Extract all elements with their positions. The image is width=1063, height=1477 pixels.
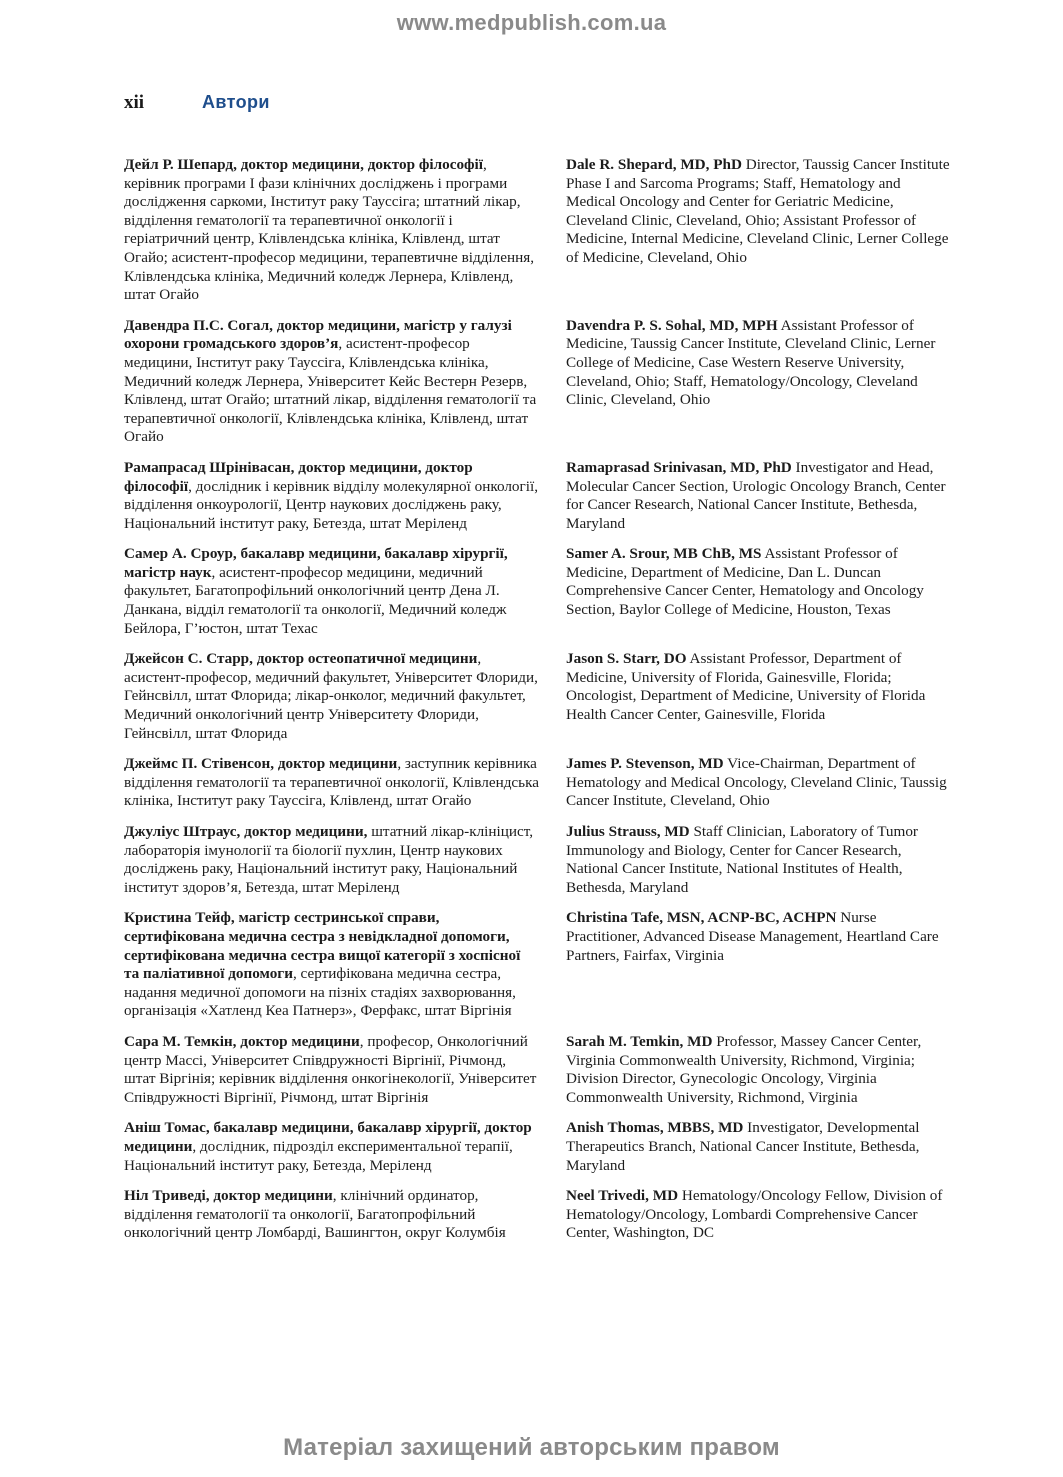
author-name-uk: Рамапрасад Шрінівасан, доктор медицини, доктор філософії — [124, 458, 473, 495]
author-name-en: Dale R. Shepard, MD, PhD — [566, 156, 742, 173]
author-name-en: Ramaprasad Srinivasan, MD, PhD — [566, 458, 792, 476]
author-entry — [124, 317, 954, 447]
author-desc-en: Investigator, Developmental Therapeutics Branch, National Cancer Institute, Bethesda, Maryland — [566, 1119, 920, 1174]
author-desc-uk: , професор, Онкологічний центр Массі, Університет Співдружності Віргінії, Річмонд, штат Віргінія; керівник відділення онкогінекології, Університет Співдружності Віргінії, Річмонд, штат Віргінія — [124, 1032, 537, 1106]
author-english — [566, 317, 954, 447]
author-ukrainian — [124, 1033, 539, 1107]
author-desc-uk: , керівник програми І фази клінічних досліджень і програми дослідження саркоми, Інститут раку Тауссіга; штатний лікар, відділення гематології та терапевтичної онкології і геріатричний центр, Клівлендська клініка, Клівленд, штат Огайо; асистент-професор медицини, терапевтичне відділення, Клівлендська клініка, Медичний коледж Лернера, Клівленд, штат Огайо — [124, 156, 535, 304]
author-entry — [124, 156, 954, 305]
author-desc-en: Staff Clinician, Laboratory of Tumor Immunology and Biology, Center for Cancer Research, National Cancer Institute, National Institutes of Health, Bethesda, Maryland — [566, 823, 918, 896]
author-english — [566, 156, 954, 305]
author-desc-en: Investigator and Head, Molecular Cancer Section, Urologic Oncology Branch, Center for Cancer Research, National Cancer Institute, Bethesda, Maryland — [566, 458, 946, 532]
author-name-en: Davendra P. S. Sohal, MD, MPH — [566, 316, 778, 334]
author-name-en: Sarah M. Temkin, MD — [566, 1032, 713, 1050]
author-ukrainian — [124, 823, 539, 897]
author-desc-en: Nurse Practitioner, Advanced Disease Management, Heartland Care Partners, Fairfax, Virginia — [566, 909, 939, 964]
author-english — [566, 545, 954, 638]
authors-list — [124, 156, 954, 1255]
author-desc-uk: , заступник керівника відділення гематології та терапевтичної онкології, Клівлендська клініка, Інститут раку Тауссіга, Клівленд, штат Огайо — [124, 755, 539, 810]
section-title: Автори — [202, 92, 270, 112]
author-ukrainian — [124, 317, 539, 447]
author-ukrainian — [124, 909, 539, 1021]
author-desc-en: Assistant Professor of Medicine, Department of Medicine, Dan L. Duncan Comprehensive Cancer Center, Hematology and Oncology Section, Baylor College of Medicine, Houston, Texas — [566, 545, 924, 619]
author-ukrainian — [124, 1187, 539, 1243]
author-ukrainian — [124, 755, 539, 811]
author-desc-uk: , дослідник, підрозділ експериментальної терапії, Національний інститут раку, Бетезда, Меріленд — [124, 1137, 513, 1174]
author-english — [566, 909, 954, 1021]
author-entry — [124, 1119, 954, 1175]
author-name-uk: Кристина Тейф, магістр сестринської справи, сертифікована медична сестра з невідкладної допомоги, сертифікована медична сестра вищої категорії з хоспісної та паліативної допомоги — [124, 909, 521, 983]
author-entry — [124, 650, 954, 743]
author-name-en: Samer A. Srour, MB ChB, MS — [566, 545, 762, 563]
author-name-uk: Ніл Триведі, доктор медицини — [124, 1187, 333, 1205]
author-entry — [124, 1033, 954, 1107]
author-desc-en: Assistant Professor, Department of Medicine, University of Florida, Gainesville, Florida; Oncologist, Department of Medicine, University of Florida Health Cancer Center, Gainesville, Florida — [566, 650, 926, 724]
author-ukrainian — [124, 1119, 539, 1175]
author-desc-uk: , асистент-професор, медичний факультет, Університет Флориди, Гейнсвілл, штат Флорида; лікар-онколог, медичний факультет, Медичний онкологічний центр Університету Флориди, Гейнсвілл, штат Флорида — [124, 650, 538, 742]
author-entry — [124, 909, 954, 1021]
author-ukrainian — [124, 156, 539, 305]
author-desc-en: Director, Taussig Cancer Institute Phase I and Sarcoma Programs; Staff, Hematology and Medical Oncology and Center for Geriatric Medicine, Cleveland Clinic, Cleveland, Ohio; Assistant Professor of Medicine, Internal Medicine, Cleveland Clinic, Lerner College of Medicine, Cleveland, Ohio — [566, 156, 950, 266]
author-name-en: Julius Strauss, MD — [566, 823, 690, 840]
copyright-watermark: Матеріал захищений авторським правом — [283, 1434, 780, 1461]
author-desc-uk: , асистент-професор медицини, медичний факультет, Багатопрофільний онкологічний центр Дена Л. Данкана, відділ гематології та онкології, Медичний коледж Бейлора, Г’юстон, штат Техас — [124, 563, 507, 637]
author-name-uk: Джеймс П. Стівенсон, доктор медицини — [124, 755, 398, 773]
author-name-uk: Давендра П.С. Согал, доктор медицини, магістр у галузі охорони громадського здоров’я — [124, 316, 512, 353]
author-desc-uk: , дослідник і керівник відділу молекулярної онкології, відділення онкоурології, Центр наукових досліджень раку, Національний інститут раку, Бетезда, штат Меріленд — [124, 477, 538, 532]
page-header — [124, 92, 270, 114]
author-ukrainian — [124, 545, 539, 638]
author-desc-en: Vice-Chairman, Department of Hematology and Medical Oncology, Cleveland Clinic, Taussig Cancer Institute, Cleveland, Ohio — [566, 755, 947, 810]
author-entry — [124, 545, 954, 638]
author-entry — [124, 459, 954, 533]
author-name-uk: Джуліус Штраус, доктор медицини, — [124, 823, 368, 840]
author-english — [566, 1187, 954, 1243]
author-name-en: Neel Trivedi, MD — [566, 1187, 679, 1205]
author-name-uk: Самер А. Сроур, бакалавр медицини, бакалавр хірургії, магістр наук — [124, 545, 508, 581]
author-entry — [124, 755, 954, 811]
author-ukrainian — [124, 650, 539, 743]
author-english — [566, 459, 954, 533]
author-desc-en: Assistant Professor of Medicine, Taussig Cancer Institute, Cleveland Clinic, Lerner College of Medicine, Case Western Reserve University, Cleveland, Ohio; Staff, Hematology/Oncology, Cleveland Clinic, Cleveland, Ohio — [566, 316, 936, 409]
author-name-en: Christina Tafe, MSN, ACNP-BC, ACHPN — [566, 909, 837, 927]
author-name-en: James P. Stevenson, MD — [566, 755, 724, 773]
author-entry — [124, 1187, 954, 1243]
author-english — [566, 1119, 954, 1175]
author-name-uk: Дейл Р. Шепард, доктор медицини, доктор філософії — [124, 156, 483, 173]
author-english — [566, 1033, 954, 1107]
author-ukrainian — [124, 459, 539, 533]
author-desc-uk: штатний лікар-клініцист, лабораторія імунології та біології пухлин, Центр наукових досліджень раку, Національний інститут раку, Національний інститут здоров’я, Бетезда, штат Меріленд — [124, 823, 534, 896]
author-desc-uk: , сертифікована медична сестра, надання медичної допомоги на пізніх стадіях захворювання, організація «Хатленд Кеа Патнерз», Ферфакс, штат Віргінія — [124, 965, 516, 1020]
author-name-uk: Сара М. Темкін, доктор медицини — [124, 1032, 360, 1050]
watermark-url: www.medpublish.com.ua — [396, 10, 667, 35]
author-name-uk: Джейсон С. Старр, доктор остеопатичної медицини — [124, 650, 478, 668]
author-desc-en: Hematology/Oncology Fellow, Division of Hematology/Oncology, Lombardi Comprehensive Cancer Center, Washington, DC — [566, 1187, 943, 1242]
page-number: xii — [124, 92, 145, 113]
author-name-en: Anish Thomas, MBBS, MD — [566, 1119, 744, 1137]
author-english — [566, 650, 954, 743]
author-desc-uk: , асистент-професор медицини, Інститут раку Тауссіга, Клівлендська клініка, Медичний коледж Лернера, Університет Кейс Вестерн Резерв, Клівленд, штат Огайо; штатний лікар, відділення гематології та терапевтичної онкології, Клівлендська клініка, Клівленд, штат Огайо — [124, 335, 537, 446]
author-english — [566, 755, 954, 811]
author-name-en: Jason S. Starr, DO — [566, 650, 687, 668]
author-english — [566, 823, 954, 897]
author-desc-uk: , клінічний ординатор, відділення гематології та онкології, Багатопрофільний онкологічний центр Ломбарді, Вашингтон, округ Колумбія — [124, 1187, 506, 1242]
author-name-uk: Аніш Томас, бакалавр медицини, бакалавр хірургії, доктор медицини — [124, 1119, 532, 1155]
author-desc-en: Professor, Massey Cancer Center, Virginia Commonwealth University, Richmond, Virginia; Division Director, Gynecologic Oncology, Virginia Commonwealth University, Richmond, Virginia — [566, 1032, 922, 1106]
author-entry — [124, 823, 954, 897]
